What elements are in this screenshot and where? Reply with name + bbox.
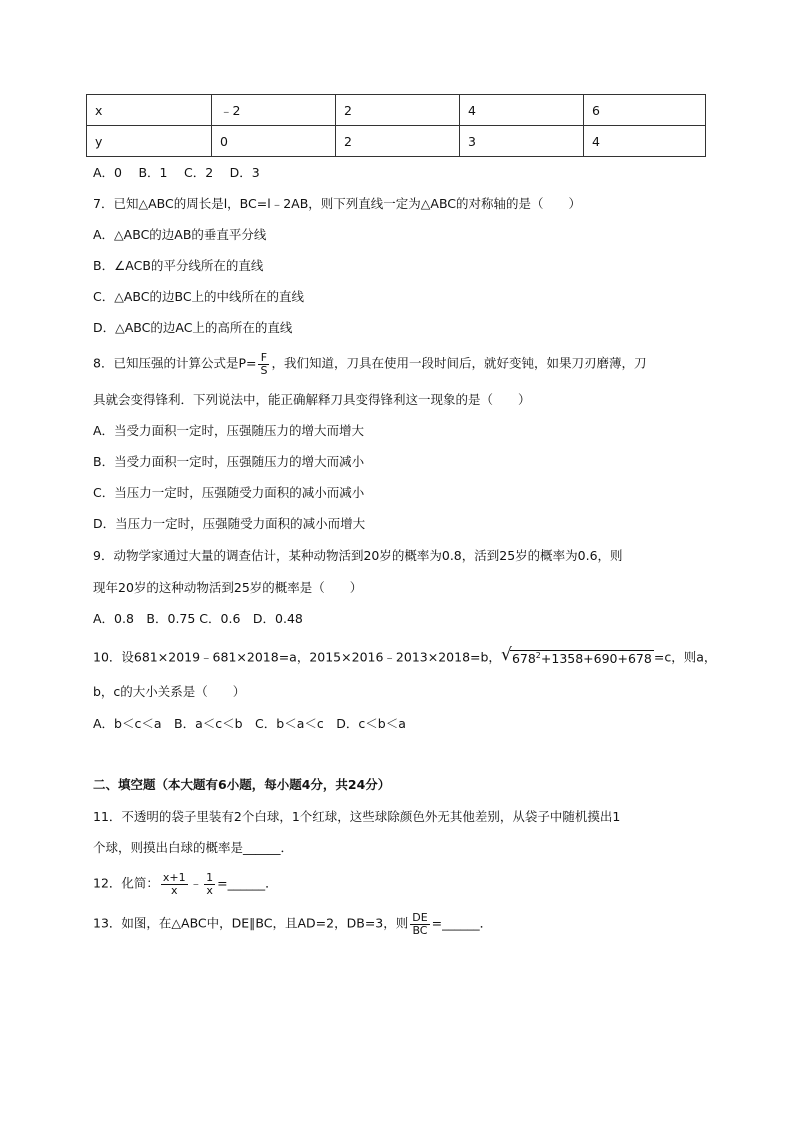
table-row-x [87,95,706,126]
q8-stem-a: 8．已知压强的计算公式是P= [93,355,257,371]
q8-option-a: A．当受力面积一定时，压强随压力的增大而增大 [93,423,365,438]
fraction-numerator: 1 [206,871,214,884]
fraction-denominator: x [206,883,213,897]
q8-option-b: B．当受力面积一定时，压强随压力的增大而减小 [93,454,365,469]
table-cell: 2 [336,126,460,157]
q7-option-c: C．△ABC的边BC上的中线所在的直线 [93,289,305,304]
q13-stem-a: 13．如图，在△ABC中，DE∥BC，且AD=2，DB=3，则 [93,915,409,931]
q12-stem-b: =______． [217,875,278,891]
fraction-numerator: x+1 [162,871,186,884]
q10-stem-b: =c，则a， [653,649,717,665]
table-cell: 4 [584,126,706,157]
q9-stem-line2: 现年20岁的这种动物活到25岁的概率是（ ） [93,580,363,595]
table-cell: x [87,95,212,126]
fraction-de-over-bc [410,912,429,936]
radical-sign-icon: √ [500,645,512,665]
q13-stem [93,912,492,936]
q11-stem-line2: 个球，则摸出白球的概率是______． [93,840,294,855]
fraction-x-plus-1-over-x [161,872,188,896]
square-root-expression [500,645,654,667]
q9-options: A．0.8 B．0.75 C．0.6 D．0.48 [93,611,303,626]
q7-stem: 7．已知△ABC的周长是l，BC=l﹣2AB，则下列直线一定为△ABC的对称轴的是（ ） [93,196,582,211]
table-cell: 3 [460,126,584,157]
q10-options: A．b＜c＜a B．a＜c＜b C．b＜a＜c D．c＜b＜a [93,716,406,731]
q12-stem-a: 12．化简： [93,875,159,891]
pressure-fraction [258,352,269,376]
q8-option-d: D．当压力一定时，压强随受力面积的减小而增大 [93,516,366,531]
q8-option-c: C．当压力一定时，压强随受力面积的减小而减小 [93,485,365,500]
radicand: $678^2+1358+690+678$ [511,651,652,667]
fraction-1-over-x [204,872,215,896]
q9-stem-line1: 9．动物学家通过大量的调查估计，某种动物活到20岁的概率为0.8，活到25岁的概率为0.6，则 [93,548,623,563]
q10-stem-line1 [93,645,717,667]
q13-stem-b: =______． [431,915,493,931]
q10-stem-a: 10．设681×2019﹣681×2018=a，2015×2016﹣2013×2018=b， [93,649,501,665]
q7-option-d: D．△ABC的边AC上的高所在的直线 [93,320,293,335]
q6-options: A．0 B．1 C．2 D．3 [93,165,260,180]
table-row-y [87,126,706,157]
fraction-denominator: S [260,363,268,377]
section-2-heading: 二、填空题（本大题有6小题，每小题4分，共24分） [93,777,391,792]
q12-stem [93,872,278,896]
q11-stem-line1: 11．不透明的袋子里装有2个白球，1个红球，这些球除颜色外无其他差别，从袋子中随机摸出1 [93,809,621,824]
fraction-denominator: BC [412,923,428,937]
table-cell: ﹣2 [212,95,336,126]
q7-option-b: B．∠ACB的平分线所在的直线 [93,258,264,273]
xy-value-table [86,94,706,157]
fraction-numerator: DE [412,911,428,924]
q8-stem-line1 [93,352,646,376]
table-cell: 6 [584,95,706,126]
minus-sign: ﹣ [189,875,203,891]
table-cell: 2 [336,95,460,126]
fraction-numerator: F [258,352,269,365]
table-cell: 0 [212,126,336,157]
table-cell: y [87,126,212,157]
q10-stem-line2: b，c的大小关系是（ ） [93,684,246,699]
q7-option-a: A．△ABC的边AB的垂直平分线 [93,227,267,242]
q8-stem-line2: 具就会变得锋利．下列说法中，能正确解释刀具变得锋利这一现象的是（ ） [93,392,531,407]
q8-stem-b: ，我们知道，刀具在使用一段时间后，就好变钝，如果刀刃磨薄，刀 [271,355,647,371]
table-cell: 4 [460,95,584,126]
fraction-denominator: x [171,883,178,897]
